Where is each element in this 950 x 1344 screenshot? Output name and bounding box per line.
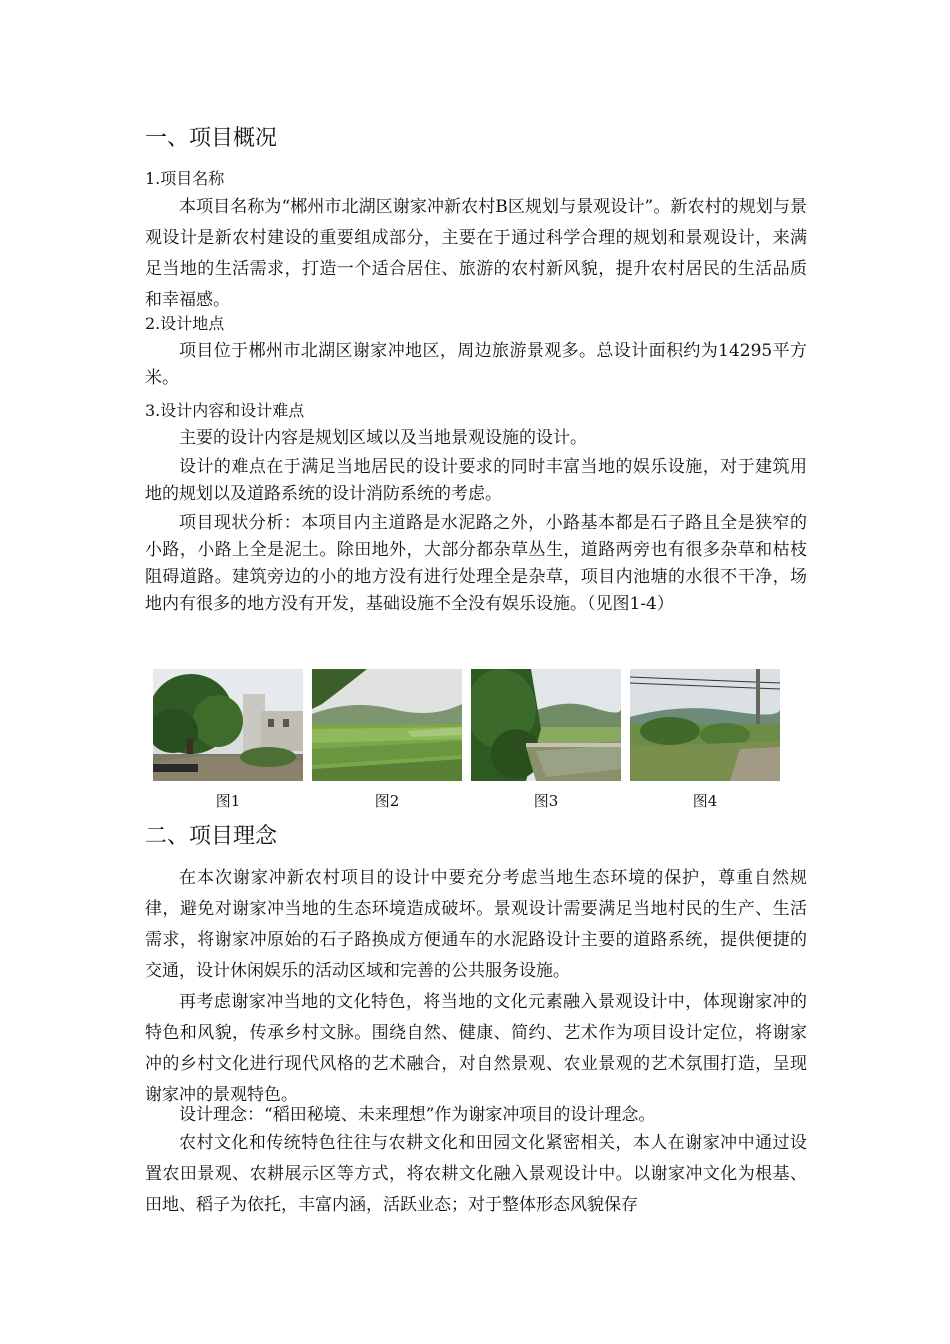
section-2-title: 二、项目理念 [145, 824, 278, 849]
concept-paragraph-4: 农村文化和传统特色往往与农耕文化和田园文化紧密相关，本人在谢家冲中通过设置农田景观、农耕展示区等方式，将农耕文化融入景观设计中。以谢家冲文化为根基、田地、稻子为依托，丰富内涵，活跃业态；对于整体形态风貌保存 [145, 1133, 807, 1215]
subsection-2-title: 2.设计地点 [145, 314, 225, 333]
concept-paragraph-3: 设计理念：“稻田秘境、未来理想”作为谢家冲项目的设计理念。 [179, 1105, 656, 1125]
design-difficulty-paragraph: 设计的难点在于满足当地居民的设计要求的同时丰富当地的娱乐设施，对于建筑用地的规划以及道路系统的设计消防系统的考虑。 [145, 457, 807, 504]
figure-4-photo [630, 669, 780, 781]
project-name-paragraph: 本项目名称为“郴州市北湖区谢家冲新农村B区规划与景观设计”。新农村的规划与景观设计是新农村建设的重要组成部分，主要在于通过科学合理的规划和景观设计，来满足当地的生活需求，打造一个适合居住、旅游的农村新风貌，提升农村居民的生活品质和幸福感。 [145, 197, 807, 310]
concept-paragraph-2: 再考虑谢家冲当地的文化特色，将当地的文化元素融入景观设计中，体现谢家冲的特色和风貌，传承乡村文脉。围绕自然、健康、简约、艺术作为项目设计定位，将谢家冲的乡村文化进行现代风格的艺术融合，对自然景观、农业景观的艺术氛围打造，呈现谢家冲的景观特色。 [145, 992, 807, 1105]
design-content-paragraph: 主要的设计内容是规划区域以及当地景观设施的设计。 [179, 428, 587, 448]
figure-1-photo [153, 669, 303, 781]
figure-3-photo [471, 669, 621, 781]
figure-2-caption: 图2 [374, 792, 400, 810]
figure-4-caption: 图4 [692, 792, 718, 810]
design-location-paragraph: 项目位于郴州市北湖区谢家冲地区，周边旅游景观多。总设计面积约为14295平方米。 [145, 341, 807, 388]
subsection-3-title: 3.设计内容和设计难点 [145, 401, 305, 420]
concept-paragraph-1: 在本次谢家冲新农村项目的设计中要充分考虑当地生态环境的保护，尊重自然规律，避免对谢家冲当地的生态环境造成破坏。景观设计需要满足当地村民的生产、生活需求，将谢家冲原始的石子路换成方便通车的水泥路设计主要的道路系统，提供便捷的交通，设计休闲娱乐的活动区域和完善的公共服务设施。 [145, 868, 807, 981]
figure-1-caption: 图1 [215, 792, 241, 810]
site-analysis-paragraph: 项目现状分析：本项目内主道路是水泥路之外，小路基本都是石子路且全是狭窄的小路，小路上全是泥土。除田地外，大部分都杂草丛生，道路两旁也有很多杂草和枯枝阻碍道路。建筑旁边的小的地方没有进行处理全是杂草，项目内池塘的水很不干净，场地内有很多的地方没有开发，基础设施不全没有娱乐设施。（见图1-4） [145, 513, 807, 614]
section-1-title: 一、项目概况 [145, 126, 278, 151]
figure-3-caption: 图3 [533, 792, 559, 810]
subsection-1-title: 1.项目名称 [145, 169, 225, 188]
figure-2-photo [312, 669, 462, 781]
